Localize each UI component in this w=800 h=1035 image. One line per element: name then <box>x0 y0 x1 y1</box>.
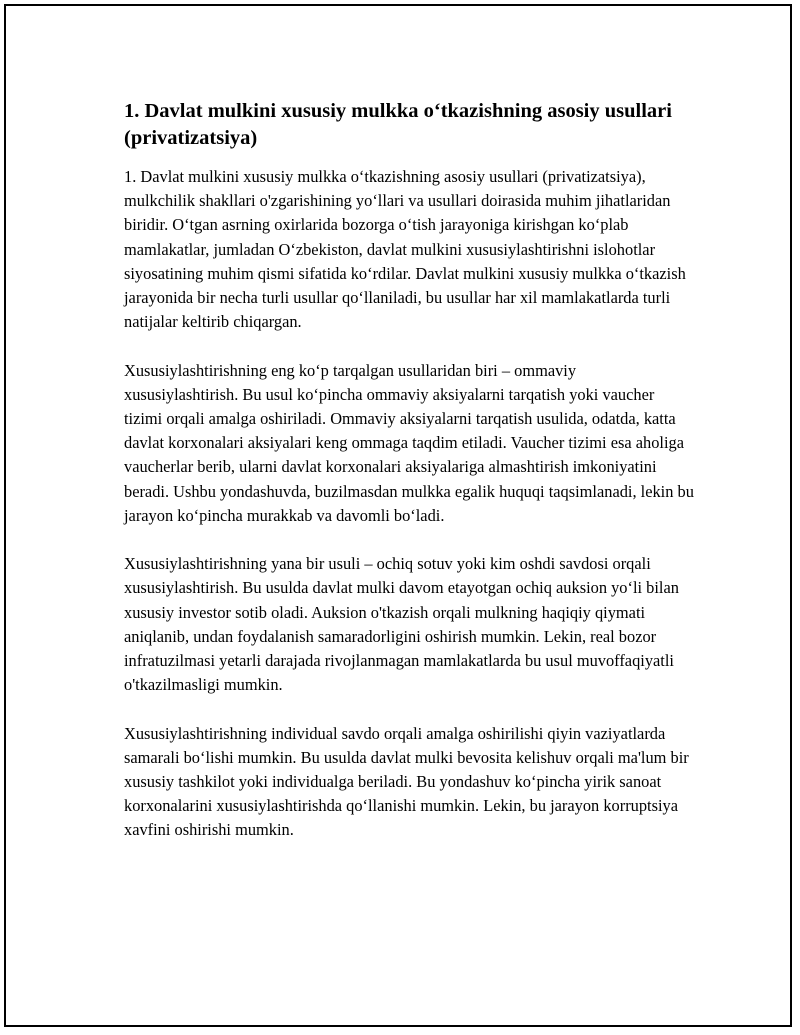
document-title: 1. Davlat mulkini xususiy mulkka o‘tkazishning asosiy usullari (privatizatsiya) <box>124 100 672 149</box>
paragraph-mass-privatization: Xususiylashtirishning eng ko‘p tarqalgan usullaridan biri – ommaviy xususiylashtirish. Bu usul ko‘pincha ommaviy aksiyalarni tarqatish yoki vaucher tizimi orqali amalga oshiriladi. Ommaviy aksiyalarni tarqatish usulida, odatda, katta davlat korxonalari aksiyalari keng ommaga taqdim etiladi. Vaucher tizimi esa aholiga vaucherlar berib, ularni davlat korxonalari aksiyalariga almashtirish imkoniyatini beradi. Ushbu yondashuvda, buzilmasdan mulkka egalik huquqi taqsimlanadi, lekin bu jarayon ko‘pincha murakkab va davomli bo‘ladi. <box>124 360 694 525</box>
document-body <box>124 98 694 867</box>
paragraph-intro: 1. Davlat mulkini xususiy mulkka o‘tkazishning asosiy usullari (privatizatsiya), mulkchilik shakllari o'zgarishining yo‘llari va usullari doirasida muhim jihatlaridan biridir. O‘tgan asrning oxirlarida bozorga o‘tish jarayoniga kirishgan ko‘plab mamlakatlar, jumladan O‘zbekiston, davlat mulkini xususiylashtirishni islohotlar siyosatining muhim qismi sifatida ko‘rdilar. Davlat mulkini xususiy mulkka o‘tkazish jarayonida bir necha turli usullar qo‘llaniladi, bu usullar har xil mamlakatlarda turli natijalar keltirib chiqargan. <box>124 167 686 332</box>
paragraph-auction: Xususiylashtirishning yana bir usuli – ochiq sotuv yoki kim oshdi savdosi orqali xususiylashtirish. Bu usulda davlat mulki davom etayotgan ochiq auksion yo‘li bilan xususiy investor sotib oladi. Auksion o'tkazish orqali mulkning haqiqiy qiymati aniqlanib, undan foydalanish samaradorligini oshirish mumkin. Lekin, real bozor infratuzilmasi yetarli darajada rivojlanmagan mamlakatlarda bu usul muvoffaqiyatli o'tkazilmasligi mumkin. <box>124 554 679 695</box>
paragraph-individual-sale: Xususiylashtirishning individual savdo orqali amalga oshirilishi qiyin vaziyatlarda samarali bo‘lishi mumkin. Bu usulda davlat mulki bevosita kelishuv orqali ma'lum bir xususiy tashkilot yoki individualga beriladi. Bu yondashuv ko‘pincha yirik sanoat korxonalarini xususiylashtirishda qo‘llanishi mumkin. Lekin, bu jarayon korruptsiya xavfini oshirishi mumkin. <box>124 723 689 840</box>
page-frame <box>4 4 792 1027</box>
